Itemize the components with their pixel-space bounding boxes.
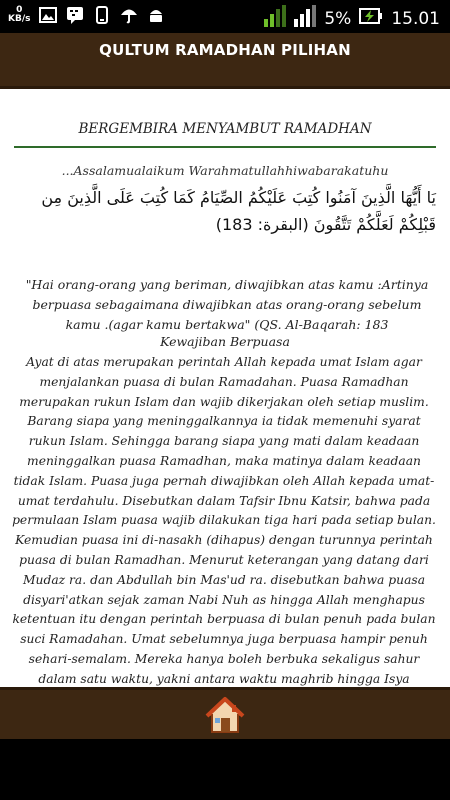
section-subheading: Kewajiban Berpuasa xyxy=(160,334,290,349)
app-footer xyxy=(0,687,450,739)
greeting-text: ...Assalamualaikum Warahmatullahhiwabarakatuhu xyxy=(61,163,389,178)
data-speed-unit: KB/s xyxy=(8,14,31,24)
data-speed-value: 0 xyxy=(16,5,23,15)
clock: 15.01 xyxy=(391,8,440,29)
phone-icon xyxy=(93,6,111,24)
umbrella-icon xyxy=(120,6,138,24)
data-speed-indicator xyxy=(8,6,30,24)
page-title: QULTUM RAMADHAN PILIHAN xyxy=(99,41,351,59)
verse-translation: "Hai orang-orang yang beriman, diwajibkan atas kamu :Artinya berpuasa sebagaimana diwajibkan atas orang-orang sebelum kamu .(agar kamu bertakwa" (QS. Al-Baqarah: 183 xyxy=(25,277,429,332)
battery-charging-icon xyxy=(359,7,383,30)
battery-percent: 5% xyxy=(324,8,352,29)
home-icon xyxy=(205,695,245,735)
image-icon xyxy=(39,6,57,24)
article-content[interactable] xyxy=(0,89,450,687)
home-button[interactable] xyxy=(205,695,245,735)
app-header xyxy=(0,33,450,89)
signal-icon xyxy=(264,5,286,32)
bbm-icon xyxy=(66,6,84,24)
title-divider xyxy=(14,146,436,148)
article-body: Ayat di atas merupakan perintah Allah kepada umat Islam agar menjalankan puasa di bulan Ramadahan. Puasa Ramadhan merupakan rukun Islam dan wajib dikerjakan oleh setiap muslim. Barang siapa yang meninggalkannya ia tidak memenuhi syarat rukun Islam. Sehingga barang siapa yang mati dalam keadaan meninggalkan puasa Ramadhan, maka matinya dalam keadaan tidak Islam. Puasa juga pernah diwajibkan oleh Allah kepada umat-umat terdahulu. Disebutkan dalam Tafsir Ibnu Katsir, bahwa pada permulaan Islam puasa wajib dilakukan tiga hari pada setiap bulan. Kemudian puasa ini di-nasakh (dihapus) dengan turunnya perintah puasa di bulan Ramadhan. Menurut keterangan yang datang dari Mudaz ra. dan Abdullah bin Mas'ud ra. disebutkan bahwa puasa disyari'atkan sejak zaman Nabi Nuh as hingga Allah menghapus ketentuan itu dengan perintah berpuasa di bulan penuh pada bulan suci Ramadahan. Umat sebelumnya juga berpuasa hampir penuh sehari-semalam. Mereka hanya boleh berbuka sekaligus sahur dalam satu waktu, yakni antara waktu maghrib hingga Isya xyxy=(12,355,436,686)
android-icon xyxy=(147,6,165,24)
status-bar xyxy=(0,0,450,33)
sim2-signal-icon xyxy=(294,5,316,32)
status-right xyxy=(264,5,440,32)
status-left xyxy=(8,6,165,24)
arabic-verse: يَا أَيُّهَا الَّذِينَ آمَنُوا كُتِبَ عَلَيْكُمُ الصِّيَامُ كَمَا كُتِبَ عَلَى الَّذِينَ مِن قَبْلِكُمْ لَعَلَّكُمْ تَتَّقُونَ (البقرة: 183) xyxy=(41,188,436,234)
system-nav-bar xyxy=(0,739,450,800)
article-title: BERGEMBIRA MENYAMBUT RAMADHAN xyxy=(78,121,372,137)
